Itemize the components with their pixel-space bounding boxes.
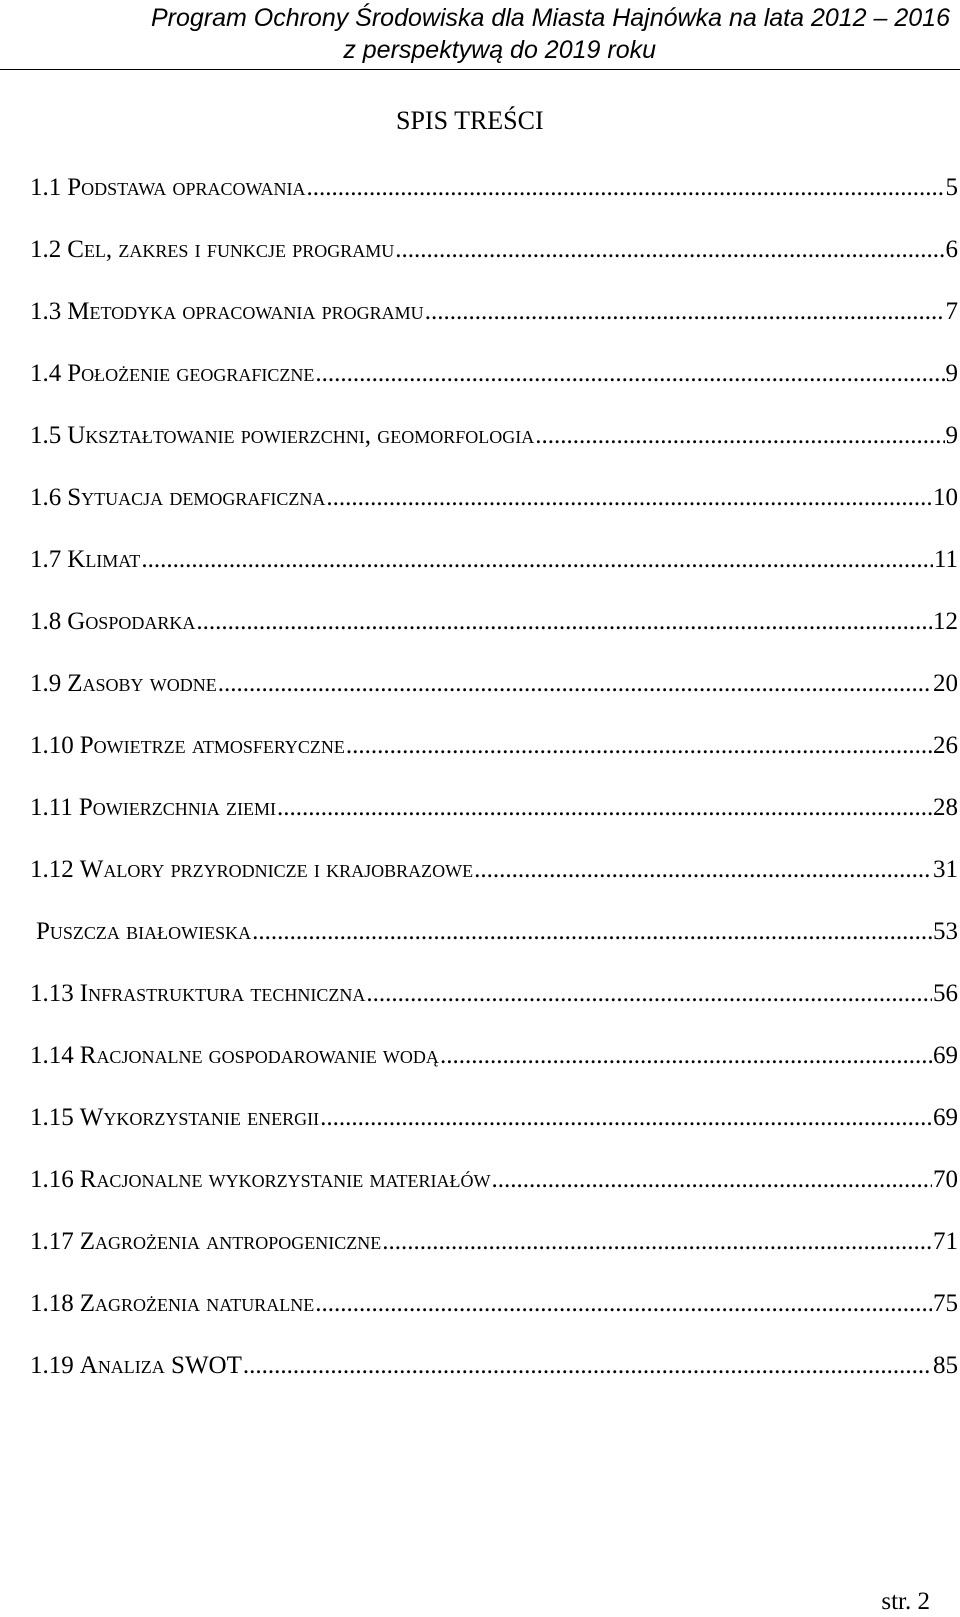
toc-entry-page: 10 (933, 484, 958, 511)
toc-entry-page: 9 (945, 360, 958, 387)
toc-entry[interactable] (30, 668, 958, 730)
toc-leader-dots (243, 1350, 932, 1382)
toc-entry[interactable] (30, 172, 958, 234)
toc-entry-number: 1.16 (30, 1166, 74, 1193)
toc-leader-dots (277, 792, 932, 824)
toc-leader-dots (252, 916, 932, 948)
toc-entry-label: wykorzystanie energii (79, 1104, 320, 1131)
toc-entry-label: cel, zakres i funkcje programu (67, 236, 395, 263)
toc-leader-dots (315, 1288, 932, 1320)
toc-entry-page: 85 (933, 1352, 958, 1379)
toc-entry-number: 1.19 (30, 1352, 74, 1379)
toc-entry-number: 1.9 (30, 670, 62, 697)
toc-entry-page: 71 (933, 1228, 958, 1255)
toc-entry-number: 1.10 (30, 732, 74, 759)
toc-entry[interactable] (30, 916, 958, 978)
toc-entry-page: 11 (933, 546, 958, 573)
toc-entry[interactable] (30, 544, 958, 606)
toc-leader-dots (491, 1164, 932, 1196)
toc-leader-dots (315, 358, 944, 390)
toc-leader-dots (196, 606, 932, 638)
toc-entry-page: 28 (933, 794, 958, 821)
toc-entry-number: 1.13 (30, 980, 74, 1007)
toc-entry[interactable] (30, 1102, 958, 1164)
toc-entry-page: 70 (933, 1166, 958, 1193)
toc-leader-dots (474, 854, 932, 886)
toc-entry-label: analiza SWOT (79, 1352, 242, 1379)
toc-entry-number: 1.7 (30, 546, 62, 573)
toc-entry[interactable] (30, 854, 958, 916)
toc-entry-number: 1.15 (30, 1104, 74, 1131)
toc-entry-page: 69 (933, 1042, 958, 1069)
toc-entry-page: 31 (933, 856, 958, 883)
toc-entry-page: 53 (933, 918, 958, 945)
toc-entry-number: 1.6 (30, 484, 62, 511)
toc-entry-label: racjonalne gospodarowanie wodą (79, 1042, 439, 1069)
toc-entry[interactable] (30, 358, 958, 420)
toc-entry[interactable] (30, 1040, 958, 1102)
toc-entry-page: 69 (933, 1104, 958, 1131)
toc-entry-page: 75 (933, 1290, 958, 1317)
toc-leader-dots (366, 978, 932, 1010)
toc-leader-dots (307, 172, 945, 204)
toc-entry-page: 26 (933, 732, 958, 759)
toc-entry-page: 20 (933, 670, 958, 697)
toc-entry[interactable] (30, 296, 958, 358)
table-of-contents (30, 172, 958, 1412)
toc-entry-number: 1.11 (30, 794, 73, 821)
toc-entry-label: zasoby wodne (67, 670, 217, 697)
toc-entry-label: metodyka opracowania programu (67, 298, 424, 325)
toc-entry[interactable] (30, 730, 958, 792)
toc-entry-label: klimat (67, 546, 141, 573)
toc-entry[interactable] (30, 1226, 958, 1288)
toc-entry-page: 12 (933, 608, 958, 635)
toc-leader-dots (382, 1226, 932, 1258)
toc-leader-dots (425, 296, 945, 328)
toc-entry-label: zagrożenia naturalne (79, 1290, 315, 1317)
page-number: str. 2 (881, 1588, 930, 1615)
toc-entry[interactable] (30, 978, 958, 1040)
toc-leader-dots (395, 234, 944, 266)
toc-entry-page: 56 (933, 980, 958, 1007)
toc-entry-label: gospodarka (67, 608, 196, 635)
header-title-line-1: Program Ochrony Środowiska dla Miasta Hajnówka na lata 2012 – 2016 (150, 4, 950, 32)
toc-entry-number: 1.14 (30, 1042, 74, 1069)
toc-leader-dots (218, 668, 932, 700)
toc-entry-page: 7 (945, 298, 958, 325)
toc-entry-label: sytuacja demograficzna (67, 484, 326, 511)
toc-entry[interactable] (30, 1350, 958, 1412)
toc-entry-page: 6 (945, 236, 958, 263)
toc-entry-label: Puszcza białowieska (36, 918, 252, 945)
toc-entry-label: zagrożenia antropogeniczne (79, 1228, 382, 1255)
toc-entry-number: 1.18 (30, 1290, 74, 1317)
toc-entry[interactable] (30, 1164, 958, 1226)
toc-entry-page: 5 (945, 174, 958, 201)
toc-entry-label: walory przyrodnicze i krajobrazowe (79, 856, 474, 883)
toc-entry[interactable] (30, 234, 958, 296)
toc-entry-label: podstawa opracowania (67, 174, 306, 201)
toc-entry-number: 1.17 (30, 1228, 74, 1255)
toc-entry-label: racjonalne wykorzystanie materiałów (79, 1166, 491, 1193)
toc-entry[interactable] (30, 1288, 958, 1350)
toc-entry[interactable] (30, 420, 958, 482)
toc-entry-number: 1.3 (30, 298, 62, 325)
acronym: SWOT (171, 1352, 242, 1379)
toc-entry[interactable] (30, 482, 958, 544)
toc-entry[interactable] (30, 606, 958, 668)
toc-leader-dots (346, 730, 932, 762)
toc-entry-page: 9 (945, 422, 958, 449)
toc-leader-dots (320, 1102, 932, 1134)
page-header (0, 0, 960, 70)
toc-entry-number: 1.5 (30, 422, 62, 449)
toc-heading: SPIS TREŚCI (396, 106, 544, 135)
header-title-line-2: z perspektywą do 2019 roku (343, 36, 656, 64)
toc-leader-dots (440, 1040, 932, 1072)
toc-leader-dots (535, 420, 944, 452)
toc-entry-label: ukształtowanie powierzchni, geomorfologia (67, 422, 535, 449)
toc-entry-label: położenie geograficzne (67, 360, 315, 387)
toc-entry-label: powietrze atmosferyczne (79, 732, 345, 759)
toc-leader-dots (141, 544, 933, 576)
toc-leader-dots (326, 482, 932, 514)
header-divider (0, 69, 960, 70)
toc-entry-number: 1.1 (30, 174, 62, 201)
toc-entry-number: 1.2 (30, 236, 62, 263)
toc-entry-label: infrastruktura techniczna (79, 980, 366, 1007)
toc-entry-number: 1.12 (30, 856, 74, 883)
toc-entry-number: 1.4 (30, 360, 62, 387)
toc-entry[interactable] (30, 792, 958, 854)
toc-entry-number: 1.8 (30, 608, 62, 635)
toc-entry-label: powierzchnia ziemi (78, 794, 276, 821)
